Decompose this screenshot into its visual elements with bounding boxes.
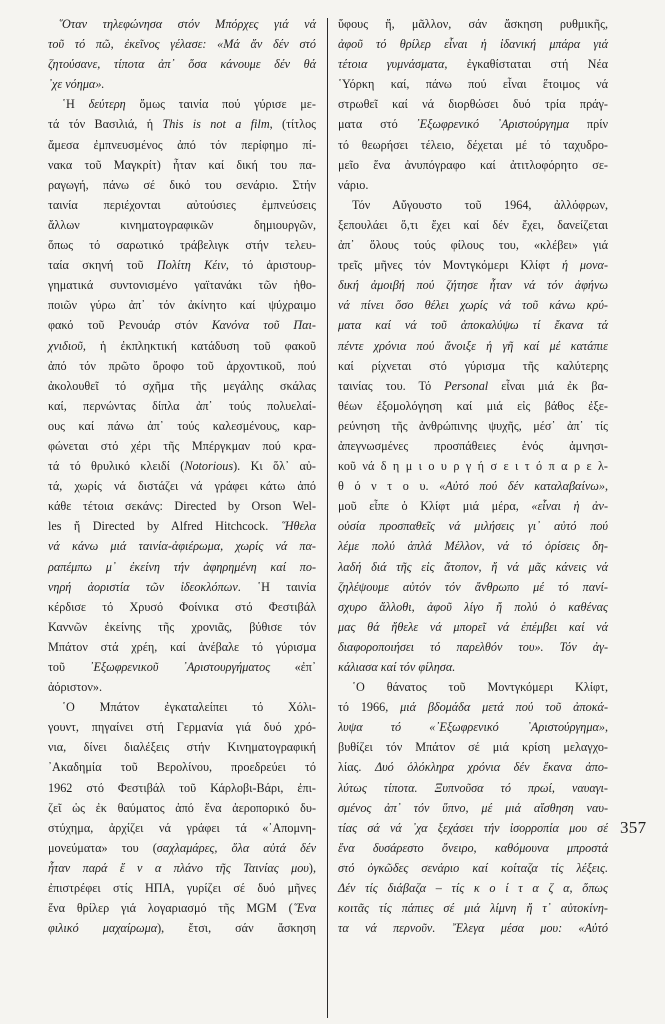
text-line — [338, 135, 608, 155]
italic-text: ᾽Εξωφρενικοῦ ᾽Αριστουργήματος — [89, 660, 271, 674]
text-run: ), — [308, 860, 316, 875]
text-line — [48, 496, 316, 516]
italic-text: Δυό ὁλόκληρα χρόνια δέν ἔκανα ἀπο- — [374, 760, 608, 775]
italic-text: κάλιασα καί τόν φίλησα. — [338, 660, 456, 674]
text-line — [48, 858, 316, 878]
text-line — [48, 175, 316, 195]
text-line — [48, 34, 316, 54]
text-line — [338, 436, 608, 456]
italic-text: ᾽χε νόημα». — [48, 77, 105, 92]
text-run: ἕνα θρίλερ γιά λογαριασμό τῆς MGM ( — [48, 901, 293, 916]
text-line — [338, 456, 608, 476]
text-line — [48, 275, 316, 295]
page-number: 357 — [620, 818, 647, 837]
text-run: ). Κι ὅλ᾽ αὐ- — [233, 459, 316, 474]
text-run: ᾽Ακαδημία τοῦ Βερολίνου, προεδρεύει τό — [48, 760, 316, 775]
text-line — [338, 295, 608, 315]
text-run: φακό τοῦ Ρενουάρ στόν — [48, 318, 212, 333]
text-line — [338, 356, 608, 376]
italic-text: στό ὀγκῶδες σενάριο καί κοίταζα τίς λέξεις. — [338, 860, 608, 875]
text-line — [338, 315, 608, 335]
text-line — [338, 557, 608, 577]
text-line — [338, 878, 608, 898]
text-line — [48, 536, 316, 556]
text-line — [338, 54, 608, 74]
text-line — [48, 617, 316, 637]
text-run: ποιῶν γύρω ἀπ᾽ τόν ἀκίνητο καί ψύχραιμο — [48, 298, 316, 313]
italic-text: λέμε πολύ ἁπλά Μέλλον, νά τό ὁρίσεις δη- — [338, 539, 608, 554]
text-line — [338, 778, 608, 798]
text-run: καί ρίχνεται στό γύρισμα τῆς καλύτερης — [338, 358, 608, 373]
text-line — [48, 516, 316, 536]
text-run: τρεῖς μῆνες τόν Μοντγκόμερι Κλίφτ — [338, 258, 563, 273]
text-run: ἀπ᾽ ὅλους τούς φίλους του, «κλέβει» γιά — [338, 238, 608, 253]
text-line — [48, 74, 316, 94]
text-line — [338, 155, 608, 175]
text-run: ταία σκηνή τοῦ — [48, 258, 157, 273]
text-line — [48, 757, 316, 777]
text-run: ἀόριστον». — [48, 680, 103, 695]
text-line — [48, 677, 316, 697]
text-run: , — [604, 720, 608, 735]
text-run: θέων ἐξομολόγηση καί μιά εἰς βάθος ἐξε- — [338, 398, 608, 413]
text-line — [48, 94, 316, 114]
text-line — [48, 557, 316, 577]
text-line — [48, 637, 316, 657]
italic-text: ἕνα δυσάρεστο ὄνειρο, καθόμουνα μπροστά — [338, 840, 608, 855]
text-line — [338, 838, 608, 858]
text-run: κάθε τέτοια σεκάνς: Directed by Orson Wel- — [48, 499, 316, 514]
text-line — [338, 617, 608, 637]
text-line — [338, 818, 608, 838]
text-line — [48, 14, 316, 34]
italic-text: σαχλαμάρες, ὅλα αὐτά δέν — [156, 840, 316, 855]
italic-text: τοῦ τό πῶ, ἐκεῖνος γέλασε: «Μά ἄν δέν στό — [48, 37, 316, 52]
text-line — [338, 235, 608, 255]
text-run: ὕφους ἤ, μᾶλλον, σάν ἄσκηση ρυθμικῆς, — [338, 17, 608, 31]
text-line — [338, 114, 608, 134]
text-line — [338, 255, 608, 275]
italic-text: Personal — [444, 378, 489, 393]
text-line — [338, 396, 608, 416]
text-line — [48, 215, 316, 235]
text-line — [48, 818, 316, 838]
text-line — [338, 74, 608, 94]
text-line — [48, 295, 316, 315]
italic-text: ῞Οταν τηλεφώνησα στόν Μπόρχες γιά νά — [58, 17, 316, 31]
italic-text: Notorious — [184, 459, 234, 474]
text-run: τό 1966, — [338, 700, 401, 715]
text-line — [48, 356, 316, 376]
text-run: κοῦ νά δ η μ ι ο υ ρ γ ή σ ε ι τ ό π α ρ ε λ- — [338, 459, 608, 474]
text-line — [48, 476, 316, 496]
text-line — [48, 577, 316, 597]
text-run: ξεπουλάει ὅ,τι ἔχει καί δέν ἔχει, δανείζεται — [338, 217, 608, 232]
italic-text: ἡ μονα- — [562, 258, 609, 273]
italic-text: Πολίτη Κέιν — [156, 258, 226, 273]
italic-text: δική ἀμοιβή πού ζήτησε ἦταν νά τόν ἀφήνω — [338, 278, 608, 293]
text-line — [48, 336, 316, 356]
text-run: μεῖο ἕνα ἀνυπόγραφο καί ἀτιτλοφόρητο σε- — [338, 157, 608, 172]
column-divider — [327, 18, 328, 1018]
text-run: ἄμεσα ἐμπνευσμένος ἀπό τόν περίφημο πί- — [48, 137, 316, 152]
text-line — [48, 255, 316, 275]
text-line — [48, 376, 316, 396]
text-run: Καννῶν ἐκείνης τῆς χρονιᾶς, βύθισε τόν — [48, 619, 316, 634]
text-line — [48, 778, 316, 798]
italic-text: τίας σά νά ᾽χα ξεχάσει τήν ἰσορροπία μου σέ — [338, 820, 608, 835]
text-line — [48, 878, 316, 898]
italic-text: νά κάνω μιά ταινία-ἀφιέρωμα, χωρίς νά πα- — [48, 539, 316, 554]
text-line — [48, 315, 316, 335]
text-line — [48, 798, 316, 818]
text-line — [338, 918, 608, 938]
text-run: βυθίζει τόν Μπάτον σέ μιά κρίση μελαγχο- — [338, 740, 608, 755]
text-run: τά τόν Βασιλιά, ἡ — [48, 117, 163, 132]
text-run: «ἐπ᾽ — [270, 660, 316, 674]
text-run: ῾Υόρκη καί, πάνω πού εἶναι ἕτοιμος νά — [338, 77, 608, 92]
text-line — [338, 476, 608, 496]
text-run: ταινίας του. Τό — [338, 378, 445, 393]
text-run: ζεῖ ὡς ἐκ θαύματος ἀπό ἕνα ἀεροπορικό δυ- — [48, 800, 316, 815]
text-line — [338, 496, 608, 516]
text-line — [48, 597, 316, 617]
text-run: les ἤ Directed by Alfred Hitchcock. — [48, 519, 281, 534]
text-line — [338, 14, 608, 34]
text-line — [48, 396, 316, 416]
italic-text: διαφοροποιήσει τό παρελθόν του». Τόν ἀγ- — [338, 639, 608, 654]
text-line — [338, 657, 608, 677]
text-line — [338, 175, 608, 195]
italic-text: ἦταν παρά ἕ ν α πλάνο τῆς Ταινίας μου — [48, 860, 309, 875]
text-run: θ ό ν τ ο υ. — [338, 479, 440, 494]
italic-text: κοιτᾶς τίς πάπιες σέ μιά λίμνη ἤ τ᾽ αὐτοκίνη- — [338, 901, 608, 916]
text-run: κέρδισε τό Χρυσό Φοίνικα στό Φεστιβάλ — [48, 599, 316, 614]
text-line — [338, 336, 608, 356]
text-run: ὅπως τό σαρωτικό τράβελιγκ στήν τελευ- — [48, 238, 316, 253]
text-run: νακα τοῦ Μαγκρίτ) ἦταν καί δική του πα- — [48, 157, 316, 172]
text-line — [48, 918, 316, 938]
text-line — [48, 898, 316, 918]
italic-text: λυψα τό «᾽Εξωφρενικό ᾽Αριστούργημα» — [338, 720, 605, 735]
italic-text: τα νά περνοῦν. ῎Ελεγα μέσα μου: «Αὐτό — [338, 921, 608, 936]
text-run: τά τό θρυλικό κλειδί ( — [48, 459, 185, 474]
text-run: λίας. — [338, 760, 375, 775]
text-run: καί, περνώντας δίπλα ἀπ᾽ τούς πολυελαί- — [48, 398, 316, 413]
italic-text: λύτως τίποτα. Ξυπνοῦσα τό πρωί, ναυαγι- — [338, 780, 608, 795]
text-run: μονεύματα» του ( — [48, 840, 157, 855]
text-line — [338, 215, 608, 235]
italic-text: πέντε χρόνια πού ἄνοιξε ἡ γῆ καί μέ κατάπιε — [338, 338, 608, 353]
text-line — [48, 717, 316, 737]
text-line — [48, 838, 316, 858]
text-line — [48, 416, 316, 436]
text-line — [338, 697, 608, 717]
text-run: , — [604, 479, 608, 494]
text-line — [338, 737, 608, 757]
text-line — [48, 155, 316, 175]
text-line — [48, 456, 316, 476]
text-run: πρίν — [569, 117, 608, 132]
text-line — [48, 697, 316, 717]
text-line — [338, 677, 608, 697]
text-line — [48, 54, 316, 74]
text-line — [338, 376, 608, 396]
text-line — [48, 195, 316, 215]
text-run: ματα στό — [338, 117, 416, 132]
italic-text: ματα καί νά τοῦ ἀποκαλύψω τί ἔκανα τά — [338, 318, 608, 333]
text-line — [48, 737, 316, 757]
text-run: ἀπεγνωσμένες προσπάθειες ἑνός ἀμνησι- — [338, 438, 608, 453]
text-run: ῾Η — [62, 97, 89, 112]
italic-text: τέτοια γυμνάσματα — [338, 57, 445, 72]
italic-text: χνιδιοῦ — [48, 338, 83, 353]
italic-text: μιά βδομάδα μετά πού τοῦ ἀποκά- — [400, 700, 608, 715]
italic-text: ραπέμπω μ᾽ ἐκείνη τήν ἀφηρημένη καί πο- — [48, 559, 316, 574]
text-line — [48, 135, 316, 155]
text-run: τά, χωρίς νά διστάζει νά γράφει κάτω ἀπό — [48, 479, 316, 494]
italic-text: «εἶναι ἡ ἀν- — [531, 499, 608, 514]
text-line — [338, 34, 608, 54]
text-run: ἀπό τόν πρῶτο ὄροφο τοῦ ἀρχοντικοῦ, πού — [48, 358, 316, 373]
text-run: ὅμως ταινία πού γύρισε με- — [125, 97, 316, 112]
italic-text: Δέν τίς διάβαζα – τίς κ ο ί τ α ζ α, ὅπως — [338, 881, 608, 896]
text-line — [48, 114, 316, 134]
text-run: ἐπιστρέφει στίς ΗΠΑ, γυρίζει σέ δυό μῆνες — [48, 881, 316, 896]
italic-text: ζηλέψουμε αὐτόν τόν ἄνθρωπο μέ τό πανί- — [338, 579, 608, 594]
italic-text: νά πίνει ὅσο θέλει χωρίς νά τοῦ κάνω κρύ- — [338, 298, 608, 313]
text-line — [338, 195, 608, 215]
text-line — [48, 436, 316, 456]
text-run: ἀκολουθεῖ τό σχῆμα τῆς μεγάλης σκάλας — [48, 378, 316, 393]
right-column — [338, 14, 608, 938]
text-run: Μπάτον στά χρέη, καί ἀνέβαλε τό γύρισμα — [48, 639, 316, 654]
text-run: ῾Ο Μπάτον ἐγκαταλείπει τό Χόλι- — [62, 700, 316, 715]
text-run: γουντ, πηγαίνει στή Γερμανία γιά δυό χρό- — [48, 720, 316, 735]
text-line — [338, 717, 608, 737]
text-run: τό θεωρήσει τέλειο, δέχεται μέ τό ταχυδρο- — [338, 137, 608, 152]
italic-text: «Αὐτό πού δέν καταλαβαίνω» — [439, 479, 605, 494]
italic-text: This is not a film — [162, 117, 270, 132]
text-run: ), ἔτσι, σάν ἄσκηση — [157, 921, 316, 936]
italic-text: νηρή ἀοριστία τῶν ἰδεοκλόπων — [48, 579, 238, 594]
text-run: γηματικά συντονισμένο γαϊτανάκι τῶν ἠθο- — [48, 278, 316, 293]
text-line — [338, 858, 608, 878]
italic-text: Κανόνα τοῦ Παι- — [211, 318, 316, 333]
italic-text: ἀφοῦ τό θρίλερ εἶναι ἡ ἰδανική μπάρα γιά — [338, 37, 608, 52]
text-line — [48, 657, 316, 677]
text-line — [338, 637, 608, 657]
italic-text: μας θά ἤθελε νά μπορεῖ νά ἐπέμβει καί νά — [338, 619, 608, 634]
text-line — [48, 235, 316, 255]
text-run: ταινία περιέχονται αὐτούσιες ἐμπνεύσεις — [48, 197, 316, 212]
text-run: νια, δίνει διαλέξεις στήν Κινηματογραφική — [48, 740, 316, 755]
italic-text: ᾽Εξωφρενικό ᾽Αριστούργημα — [415, 117, 570, 132]
text-run: φώνεται στό χέρι τῆς Μπέργκμαν πού κρα- — [48, 438, 316, 453]
italic-text: λαδή διά τῆς εἰς ἄτοπον, ἤ νά μᾶς κάνεις νά — [338, 559, 608, 574]
text-run: νάριο. — [338, 177, 369, 192]
text-line — [338, 597, 608, 617]
text-line — [338, 416, 608, 436]
text-run: 1962 στό Φεστιβάλ τοῦ Κάρλοβι-Βάρι, ἐπι- — [48, 780, 316, 795]
text-line — [338, 536, 608, 556]
text-run: , (τίτλος — [269, 117, 316, 132]
text-run: ραγωγή, πάνω σέ δικό του σενάριο. Στήν — [48, 177, 316, 192]
text-line — [338, 577, 608, 597]
text-line — [338, 94, 608, 114]
italic-text: ζητούσανε, τίποτα ἀπ᾽ ὅσα κάνουμε δέν θά — [48, 57, 316, 72]
text-run: ρεύνηση τῆς ἀνθρώπινης ψυχῆς, μέσ᾽ ἀπ᾽ τίς — [338, 418, 608, 433]
text-run: ους καί πάνω ἀπ᾽ τούς καλεσμένους, καρ- — [48, 418, 316, 433]
text-line — [338, 798, 608, 818]
text-run: εἶναι μιά ἐκ βα- — [488, 378, 608, 393]
italic-text: ῞Ενα — [292, 901, 316, 916]
text-run: ῾Ο θάνατος τοῦ Μοντγκόμερι Κλίφτ, — [352, 680, 608, 695]
text-line — [338, 898, 608, 918]
text-run: , ἡ ἐκπληκτική κατάδυση τοῦ φακοῦ — [82, 338, 316, 353]
text-run: ἄλλων κινηματογραφικῶν δημιουργῶν, — [48, 217, 316, 232]
text-line — [338, 757, 608, 777]
italic-text: σμένος ἀπ᾽ τόν ὕπνο, μέ μιά αἴσθηση ναυ- — [338, 800, 608, 815]
italic-text: φιλικό μαχαίρωμα — [48, 921, 158, 936]
italic-text: σχυρο ἄλλοθι, ἀφοῦ λίγο ἤ πολύ ὁ καθένας — [338, 599, 608, 614]
italic-text: οὐσία προσπαθεῖς νά μιλήσεις γι᾽ αὐτό πού — [338, 519, 608, 534]
text-line — [338, 275, 608, 295]
text-run: στύχημα, ἀρχίζει νά γράφει τά «᾽Απομνη- — [48, 820, 316, 835]
italic-text: δεύτερη — [88, 97, 126, 112]
text-run: στρωθεῖ καί νά διορθώσει δυό τρία πράγ- — [338, 97, 608, 112]
text-run: Τόν Αὔγουστο τοῦ 1964, ἀλλόφρων, — [352, 197, 608, 212]
text-line — [338, 516, 608, 536]
italic-text: ῞Ηθελα — [280, 519, 316, 534]
text-run: , ἐγκαθίσταται στή Νέα — [444, 57, 608, 72]
text-run: τοῦ — [48, 660, 90, 674]
left-column — [48, 14, 316, 938]
text-run: μοῦ εἶπε ὁ Κλίφτ μιά μέρα, — [338, 499, 532, 514]
text-run: , τό ἀριστουρ- — [225, 258, 316, 273]
text-run: . ῾Η ταινία — [237, 579, 316, 594]
